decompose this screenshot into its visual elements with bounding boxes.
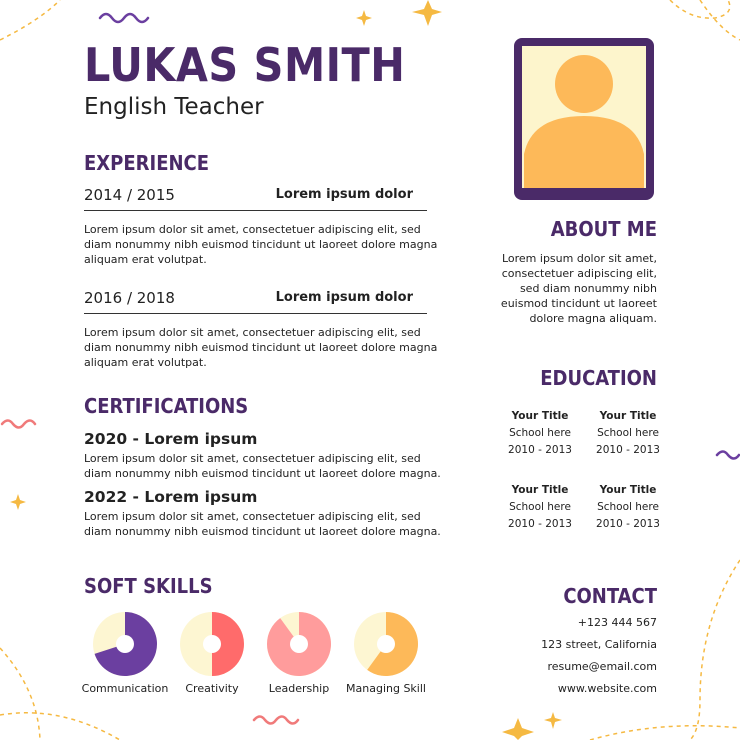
text-line: Lorem ipsum dolor sit amet, consectetuer adipiscing elit, sed [84,452,421,465]
star-decoration [10,494,26,510]
experience-entry-2-header [84,287,427,314]
squiggle-decoration [2,421,35,428]
skill-hole-managing-skill [377,635,395,653]
text-line: Lorem ipsum dolor sit amet, consectetuer adipiscing elit, sed [84,326,421,339]
certification-description [84,509,441,539]
soft-skills-heading: SOFT SKILLS [84,574,213,598]
about-text [501,251,657,326]
text-line: diam nonummy nibh euismod tincidunt ut laoreet dolore magna [84,341,438,354]
contact-website: www.website.com [557,682,657,695]
skill-hole-communication [116,635,134,653]
education-heading: EDUCATION [540,366,657,390]
star-decoration [356,0,442,26]
text-line: sed diam nonummy nibh [519,282,657,295]
text-line: consectetuer adipiscing elit, [501,267,657,280]
text-line: Lorem ipsum dolor sit amet, consectetuer adipiscing elit, sed [84,223,421,236]
education-years: 2010 - 2013 [508,518,572,530]
education-entry [593,408,663,459]
education-entry [505,482,575,533]
education-years: 2010 - 2013 [596,444,660,456]
skill-label-creativity: Creativity [185,682,239,695]
education-school: School here [597,501,659,513]
education-title: Your Title [599,484,657,496]
contact-phone: +123 444 567 [577,616,657,629]
education-title: Your Title [599,410,657,422]
certifications-heading: CERTIFICATIONS [84,394,249,418]
skill-label-managing-skill: Managing Skill [346,682,426,695]
text-line: Lorem ipsum dolor sit amet, [501,252,657,265]
contact-email: resume@email.com [547,660,657,673]
experience-entry-1-header [84,184,427,211]
experience-title: Lorem ipsum dolor [275,290,413,305]
squiggle-decoration [254,717,298,724]
contact-address: 123 street, California [541,638,657,651]
experience-description [84,325,437,370]
squiggle-decoration [100,14,148,22]
experience-description [84,222,437,267]
text-line: dolore magna aliquam. [529,312,657,325]
skill-label-leadership: Leadership [268,682,330,695]
text-line: aliquam erat volutpat. [84,356,207,369]
certification-title: 2020 - Lorem ipsum [84,430,258,448]
text-line: diam nonummy nibh euismod tincidunt ut laoreet dolore magna. [84,467,441,480]
resume-name: LUKAS SMITH [84,38,406,92]
profile-photo-placeholder [522,46,646,188]
text-line: diam nonummy nibh euismod tincidunt ut laoreet dolore magna [84,238,438,251]
star-decoration [502,712,562,740]
squiggle-decoration [717,452,739,459]
certification-title: 2022 - Lorem ipsum [84,488,258,506]
contact-heading: CONTACT [563,584,657,608]
dashed-arc-decoration [0,0,60,40]
text-line: diam nonummy nibh euismod tincidunt ut laoreet dolore magna. [84,525,441,538]
experience-date: 2016 / 2018 [84,289,175,307]
education-title: Your Title [511,410,569,422]
about-heading: ABOUT ME [550,217,657,241]
experience-heading: EXPERIENCE [84,151,210,175]
resume-role: English Teacher [84,94,264,120]
soft-skills-chart [70,606,450,682]
person-icon [522,46,646,188]
skill-hole-creativity [203,635,221,653]
experience-title: Lorem ipsum dolor [275,187,413,202]
education-school: School here [597,427,659,439]
education-years: 2010 - 2013 [508,444,572,456]
education-title: Your Title [511,484,569,496]
experience-date: 2014 / 2015 [84,186,175,204]
skill-label-communication: Communication [81,682,169,695]
education-school: School here [509,501,571,513]
text-line: Lorem ipsum dolor sit amet, consectetuer adipiscing elit, sed [84,510,421,523]
education-entry [505,408,575,459]
photo-frame [514,38,654,200]
text-line: euismod tincidunt ut laoreet [500,297,657,310]
certification-description [84,451,441,481]
skill-hole-leadership [290,635,308,653]
text-line: aliquam erat volutpat. [84,253,207,266]
education-years: 2010 - 2013 [596,518,660,530]
education-entry [593,482,663,533]
education-school: School here [509,427,571,439]
